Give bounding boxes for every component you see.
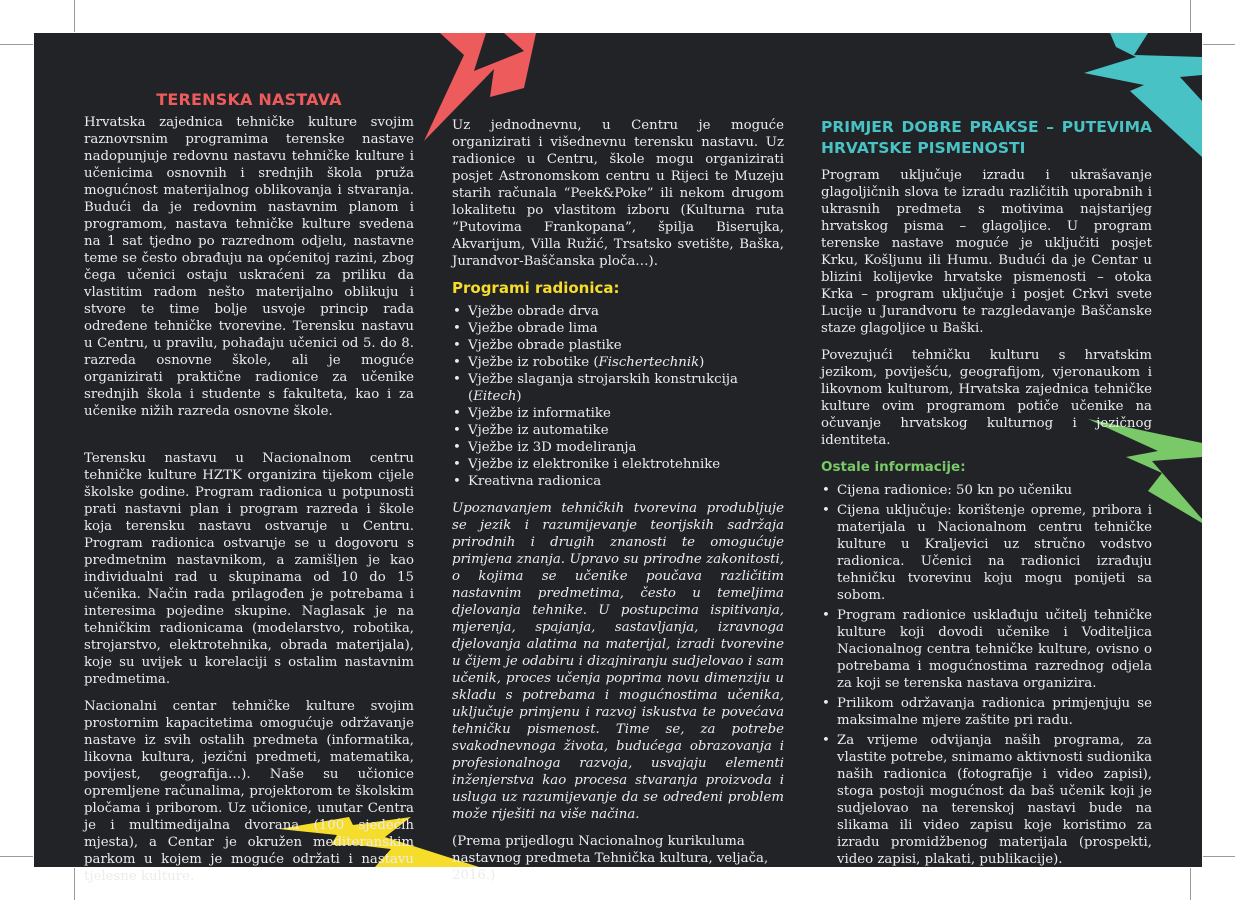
bullet-icon: •: [822, 483, 830, 498]
quote-source: (Prema prijedlogu Nacionalnog kurikuluma nastavnog predmeta Tehnička kultura, veljača, 2016.): [452, 834, 769, 883]
crop-mark: [0, 44, 33, 45]
list-item: • Vježbe obrade plastike: [453, 338, 622, 353]
right-paragraph-1: Program uključuje izradu i ukrašavanje glagoljičnih slova te izradu različitih uporabnih i ukrasnih predmeta s motivima najstarijeg hrvatskog pisma – glagoljice. U program terenske nastave moguće je uključiti posjet Krku, Košljunu ili Humu. Budući da je Centar u blizini kolijevke hrvatske pismenosti – otoka Krka – program uključuje i posjet Crkvi svete Lucije u Jurandvoru te razgledavanje Baščanske staze glagoljice u Baški.: [821, 168, 1152, 336]
bullet-icon: •: [822, 608, 830, 623]
list-item: • Kreativna radionica: [453, 474, 602, 489]
middle-column: [452, 117, 784, 884]
right-column: [821, 117, 1152, 871]
list-item: • Vježbe iz informatike: [453, 406, 611, 421]
bullet-icon: •: [453, 321, 461, 336]
section-title-ostale-informacije: Ostale informacije:: [821, 459, 966, 475]
list-item: • Prilikom održavanja radionica primjenjuju se maksimalne mjere zaštite pri radu.: [822, 696, 1152, 728]
list-item: • Vježbe obrade lima: [453, 321, 598, 336]
bullet-icon: •: [453, 372, 461, 387]
right-paragraph-2: Povezujući tehničku kulturu s hrvatskim jezikom, poviješću, geografijom, vjeronaukom i likovnom kulturom, Hrvatska zajednica tehničke kulture ovim programom potiče učenike na očuvanje hrvatskog kulturnog i jezičnog identiteta.: [821, 348, 1152, 448]
crop-mark: [0, 856, 33, 857]
crop-mark: [74, 0, 75, 32]
bullet-icon: •: [822, 696, 830, 711]
curriculum-quote: Upoznavanjem tehničkih tvorevina produbljuje se jezik i razumijevanje teorijskih sadržaja prirodnih i drugih znanosti te omogućuje primjena znanja. Upravo su prirodne zakonitosti, o kojima se učenike poučava različitim nastavnim predmetima, često u temeljima djelovanja tehnike. U postupcima ispitivanja, mjerenja, spajanja, sastavljanja, izravnoga djelovanja alatima na materijal, izradi tvorevine u čijem je odabiru i dizajniranju sudjelovao i sam učenik, proces učenja poprima novu dimenziju u skladu s potrebama i mogućnostima učenika, uključuje primjenu i razvoj iskustva te povećava tehničku pismenost. Time se, za potrebe svakodnevnoga života, budućega obrazovanja i profesionalnoga razvoja, usvajaju elementi inženjerstva kao procesa stvaranja proizvoda i usluga uz razumijevanje da se određeni problem može riješiti na više načina.: [452, 501, 784, 822]
bullet-icon: •: [822, 503, 830, 518]
crop-mark: [1190, 0, 1191, 32]
left-column: [84, 91, 414, 885]
bullet-icon: •: [453, 304, 461, 319]
crop-mark: [74, 868, 75, 900]
list-item: • Cijena radionice: 50 kn po učeniku: [822, 483, 1073, 498]
bullet-icon: •: [822, 733, 830, 748]
programs-list: [452, 303, 784, 490]
left-paragraph-3: Nacionalni centar tehničke kulture svojim prostornim kapacitetima omogućuje održavanje nastave iz svih ostalih predmeta (informatika, likovna kultura, jezični predmeti, matematika, povijest, geografija…). Naše su učionice opremljene računalima, projektorom te školskim pločama i priborom. Uz učionice, unutar Centra je i multimedijalna dvorana (100 sjedećih mjesta), a Centar je okružen mediteranskim parkom u kojem je moguće održati i nastavu tjelesne kulture.: [84, 699, 414, 884]
section-title-programi-radionica: Programi radionica:: [452, 279, 620, 297]
list-item: • Program radionice usklađuju učitelj tehničke kulture koji dovodi učenike i Voditeljica Nacionalnog centra tehničke kulture, ovisno o potrebama i mogućnostima razrednog odjela za koji se terenska nastava organizira.: [822, 608, 1152, 691]
left-paragraph-1: Hrvatska zajednica tehničke kulture svojim raznovrsnim programima terenske nastave nadopunjuje redovnu nastavu tehničke kulture i učenicima osnovnih i srednjih škola pruža mogućnost materijalnog oblikovanja i stvaranja. Budući da je redovnim nastavnim planom i programom, nastava tehničke kulture svedena na 1 sat tjedno po razrednom odjelu, nastavne teme se često obrađuju na općenitoj razini, zbog čega učenici ostaju uskraćeni za priliku da vlastitim radom nešto materijalno oblikuju i stvore te time bolje usvoje princip rada određene tehničke tvorevine. Terensku nastavu u Centru, u pravilu, pohađaju učenici od 5. do 8. razreda osnovne škole, ali je moguće organizirati praktične radionice za učenike srednjih škola i studente s fakulteta, kao i za učenike nižih razreda osnovne škole.: [84, 115, 414, 419]
crop-mark: [1203, 44, 1235, 45]
list-item: • Cijena uključuje: korištenje opreme, pribora i materijala u Nacionalnom centru tehničke kulture u Kraljevici uz stručno vodstvo radionica. Učenici na radionici izrađuju tehničku tvorevinu koju mogu ponijeti sa sobom.: [822, 503, 1152, 603]
info-list: [821, 482, 1152, 868]
bullet-icon: •: [453, 457, 461, 472]
list-item: • Vježbe obrade drva: [453, 304, 599, 319]
crop-mark: [1190, 868, 1191, 900]
list-item: • Vježbe iz 3D modeliranja: [453, 440, 637, 455]
list-item: • Vježbe iz elektronike i elektrotehnike: [453, 457, 721, 472]
crop-mark: [1203, 856, 1235, 857]
section-title-terenska-nastava: TERENSKA NASTAVA: [156, 90, 342, 109]
bullet-icon: •: [453, 440, 461, 455]
middle-paragraph-1: Uz jednodnevnu, u Centru je moguće organizirati i višednevnu terensku nastavu. Uz radionice u Centru, škole mogu organizirati posjet Astronomskom centru u Rijeci te Muzeju starih računala “Peek&Poke” ili nekom drugom lokalitetu po vlastitom izboru (Kulturna ruta “Putovima Frankopana”, špilja Biserujka, Akvarijum, Villa Ružić, Trsatsko svetište, Baška, Jurandvor-Baščanska ploča…).: [452, 118, 784, 269]
bullet-icon: •: [453, 423, 461, 438]
left-paragraph-2: Terensku nastavu u Nacionalnom centru tehničke kulture HZTK organizira tijekom cijele školske godine. Program radionica u potpunosti prati nastavni plan i program razreda i škole koja terensku nastavu ostvaruje u Centru. Program radionica ostvaruje se u dogovoru s predmetnim nastavnikom, a zamišljen je kao individualni rad u skupinama od 10 do 15 učenika. Način rada prilagođen je potrebama i interesima pojedine skupine. Naglasak je na tehničkim radionicama (modelarstvo, robotika, strojarstvo, elektrotehnika, obrada materijala), koje su uvijek u korelaciji s ostalim nastavnim predmetima.: [84, 451, 414, 687]
section-title-primjer-dobre-prakse: PRIMJER DOBRE PRAKSE – PUTEVIMA HRVATSKE PISMENOSTI: [821, 118, 1152, 157]
list-item: • Vježbe iz robotike (Fischertechnik): [453, 355, 705, 370]
list-item: • Za vrijeme odvijanja naših programa, za vlastite potrebe, snimamo aktivnosti sudionika naših radionica (fotografije i video zapisi), stoga postoji mogućnost da baš učenik koji je sudjelovao na terenskoj nastavi bude na slikama ili video zapisu koje koristimo za izradu promidžbenog materijala (prospekti, video zapisi, plakati, publikacije).: [822, 733, 1152, 867]
bullet-icon: •: [453, 406, 461, 421]
bullet-icon: •: [453, 338, 461, 353]
bullet-icon: •: [453, 355, 461, 370]
bullet-icon: •: [453, 474, 461, 489]
brochure-sheet: [34, 33, 1202, 884]
list-item: • Vježbe iz automatike: [453, 423, 609, 438]
list-item: • Vježbe slaganja strojarskih konstrukcija (Eitech): [453, 372, 738, 404]
